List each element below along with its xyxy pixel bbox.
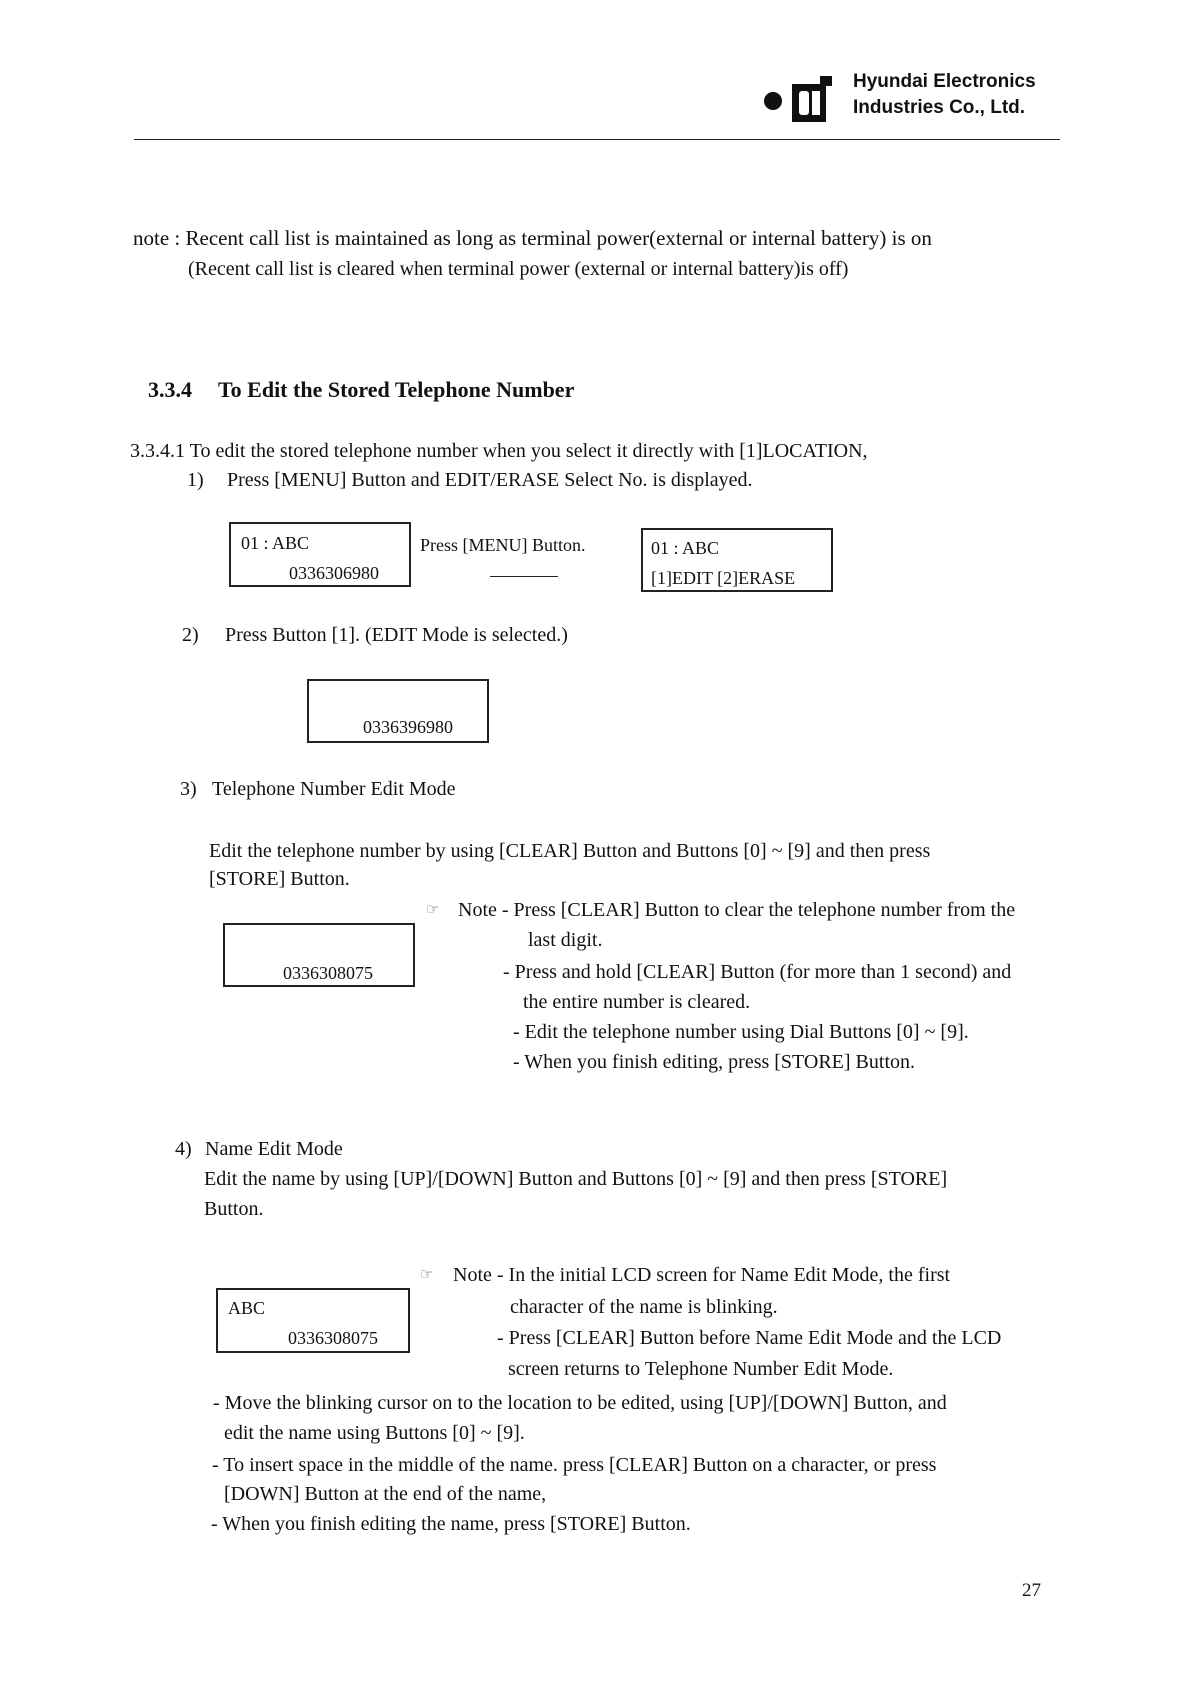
step4-bullet1-line2: edit the name using Buttons [0] ~ [9].	[224, 1422, 525, 1444]
arrow-label: Press [MENU] Button.	[420, 535, 586, 555]
step4-desc-line1: Edit the name by using [UP]/[DOWN] Button and Buttons [0] ~ [9] and then press [STORE]	[204, 1168, 948, 1190]
step2-text: Press Button [1]. (EDIT Mode is selected.)	[225, 624, 568, 646]
lcd-display-step3	[223, 923, 415, 987]
step4-title: Name Edit Mode	[205, 1138, 343, 1160]
step1-number: 1)	[187, 469, 204, 491]
header-rule	[134, 139, 1060, 140]
company-name-line2: Industries Co., Ltd.	[853, 97, 1026, 118]
transition-arrow-line	[490, 576, 558, 577]
lcd-line2: 0336308075	[288, 1328, 378, 1348]
lcd-display-step4	[216, 1288, 410, 1353]
lcd-line1: 01 : ABC	[241, 533, 310, 553]
step3-desc-line1: Edit the telephone number by using [CLEAR] Button and Buttons [0] ~ [9] and then press	[209, 840, 931, 862]
note-line2: (Recent call list is cleared when terminal power (external or internal battery)is off)	[188, 258, 849, 280]
page-number: 27	[1022, 1580, 1041, 1601]
lcd-line1: ABC	[228, 1298, 266, 1318]
step3-note-line1: Note - Press [CLEAR] Button to clear the telephone number from the	[458, 899, 1016, 921]
section-number: 3.3.4	[148, 377, 192, 402]
pointing-hand-icon: ☞	[420, 1267, 434, 1283]
lcd-line2: [1]EDIT [2]ERASE	[651, 568, 796, 588]
lcd-line1: 01 : ABC	[651, 538, 720, 558]
step4-bullet3: - When you finish editing the name, press [STORE] Button.	[211, 1513, 691, 1535]
step3-desc-line2: [STORE] Button.	[209, 868, 350, 890]
step4-note-line2: character of the name is blinking.	[510, 1296, 778, 1318]
step3-note-line5: - Edit the telephone number using Dial Buttons [0] ~ [9].	[513, 1021, 969, 1043]
lcd-line2: 0336396980	[363, 717, 453, 737]
step3-title: Telephone Number Edit Mode	[212, 778, 456, 800]
subsection-intro: 3.3.4.1 To edit the stored telephone number when you select it directly with [1]LOCATION,	[130, 440, 868, 462]
company-name-line1: Hyundai Electronics	[853, 71, 1036, 92]
company-logo	[762, 74, 838, 126]
step4-bullet2-line1: - To insert space in the middle of the name. press [CLEAR] Button on a character, or press	[212, 1454, 937, 1476]
pointing-hand-icon: ☞	[426, 902, 440, 918]
note-line1: note : Recent call list is maintained as long as terminal power(external or internal battery) is on	[133, 226, 932, 250]
step3-note-line2: last digit.	[528, 929, 603, 951]
step4-note-line4: screen returns to Telephone Number Edit Mode.	[508, 1358, 894, 1380]
step4-note-line3: - Press [CLEAR] Button before Name Edit Mode and the LCD	[497, 1327, 1002, 1349]
lcd-line2: 0336308075	[283, 963, 373, 983]
lcd-display-step2	[307, 679, 489, 743]
step4-bullet2-line2: [DOWN] Button at the end of the name,	[224, 1483, 547, 1505]
step3-note-line6: - When you finish editing, press [STORE] Button.	[513, 1051, 916, 1073]
lcd-line2: 0336306980	[289, 563, 379, 583]
lcd-display-step1-before	[229, 522, 411, 587]
step4-number: 4)	[175, 1138, 192, 1160]
section-title: To Edit the Stored Telephone Number	[218, 377, 575, 402]
step3-note-line4: the entire number is cleared.	[523, 991, 751, 1013]
step4-note-line1: Note - In the initial LCD screen for Name Edit Mode, the first	[453, 1264, 951, 1286]
step3-number: 3)	[180, 778, 197, 800]
lcd-display-step1-after	[641, 528, 833, 592]
step1-text: Press [MENU] Button and EDIT/ERASE Select No. is displayed.	[227, 469, 753, 491]
step4-bullet1-line1: - Move the blinking cursor on to the location to be edited, using [UP]/[DOWN] Button, and	[213, 1392, 947, 1414]
step4-desc-line2: Button.	[204, 1198, 264, 1220]
step3-note-line3: - Press and hold [CLEAR] Button (for more than 1 second) and	[503, 961, 1012, 983]
step2-number: 2)	[182, 624, 199, 646]
